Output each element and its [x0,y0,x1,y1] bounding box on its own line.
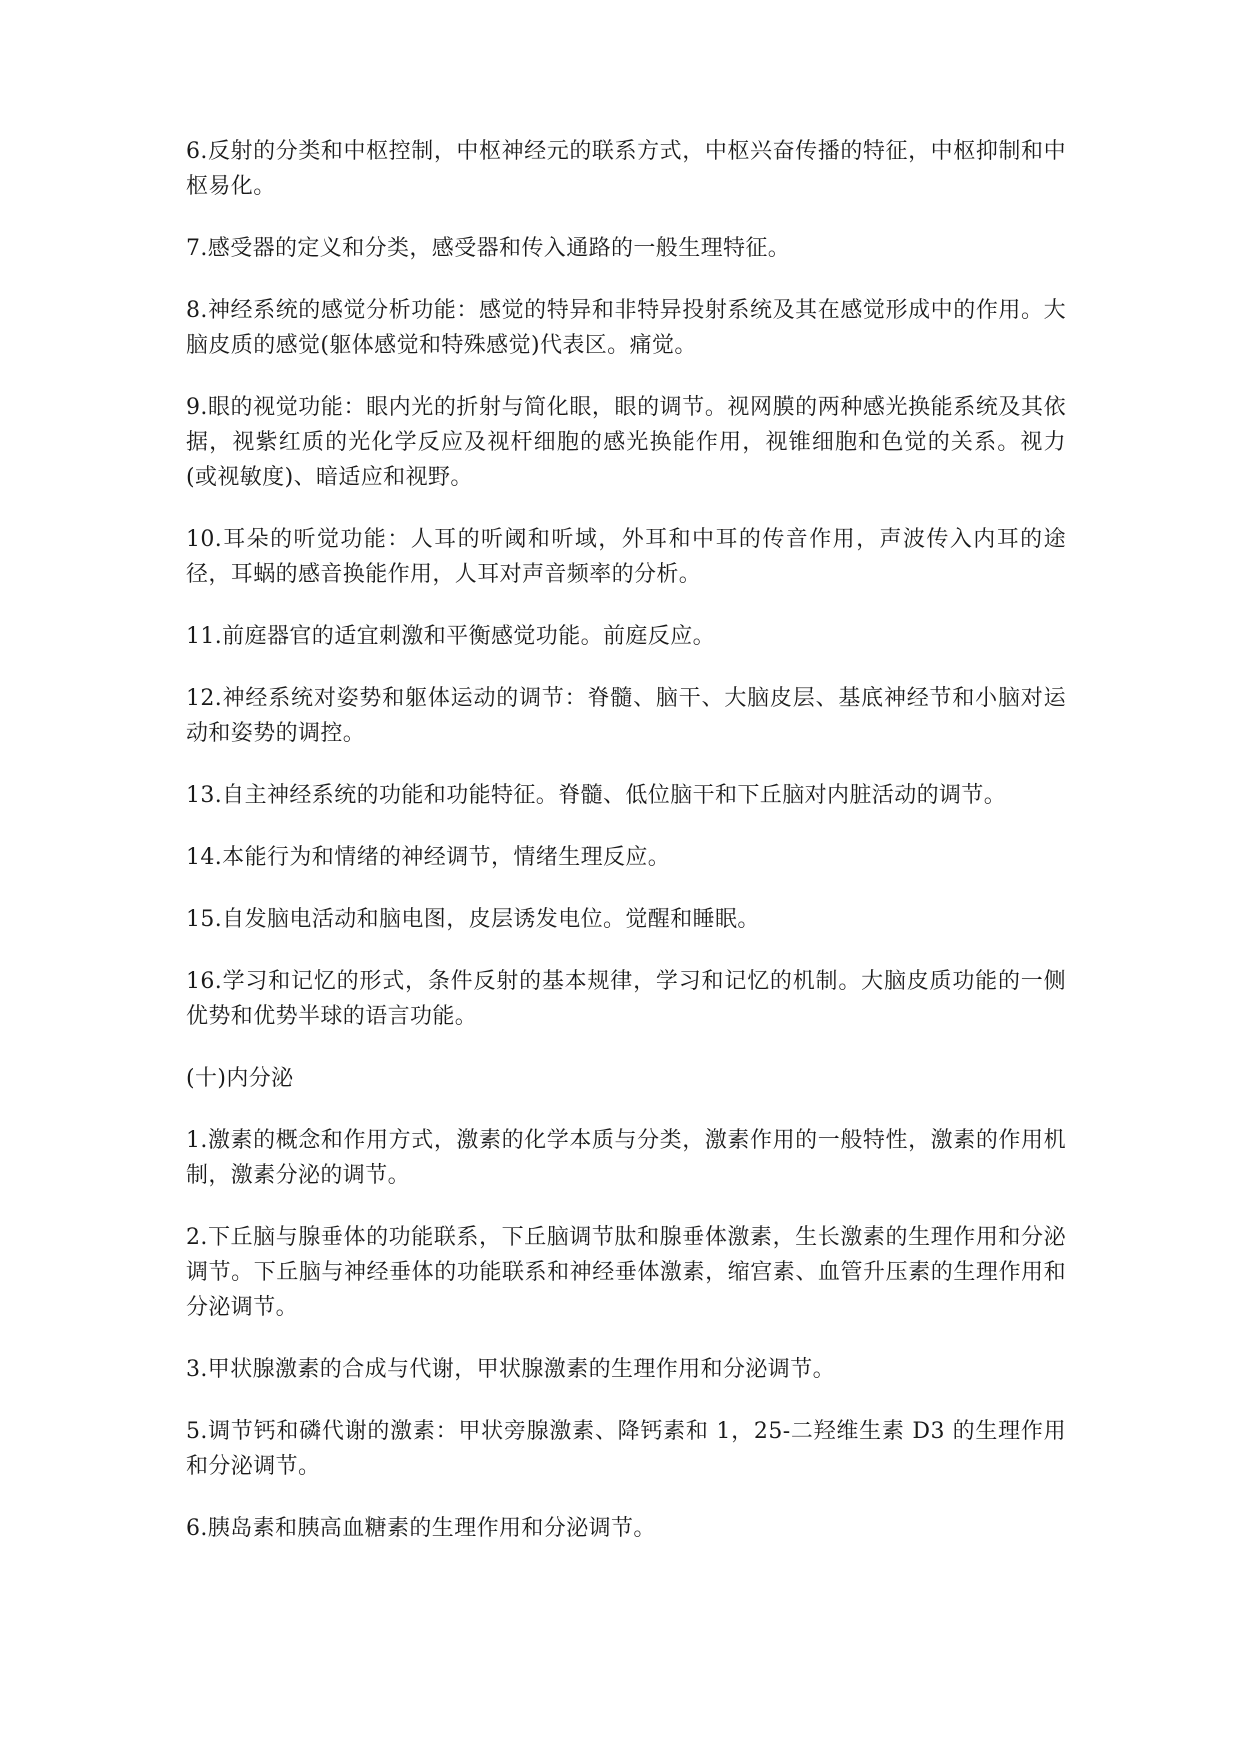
paragraph-1-hormones: 1.激素的概念和作用方式，激素的化学本质与分类，激素作用的一般特性，激素的作用机制，激素分泌的调节。 [186,1128,1066,1188]
paragraph-7-receptor: 7.感受器的定义和分类，感受器和传入通路的一般生理特征。 [186,236,791,261]
section-heading-endocrine: (十)内分泌 [186,1066,294,1091]
paragraph-10-hearing: 10.耳朵的听觉功能：人耳的听阈和听域，外耳和中耳的传音作用，声波传入内耳的途径，耳蜗的感音换能作用，人耳对声音频率的分析。 [186,527,1066,587]
paragraph-11-vestibular: 11.前庭器官的适宜刺激和平衡感觉功能。前庭反应。 [186,624,715,649]
document-body [186,134,1066,1573]
paragraph-2-hypothalamus-pituitary: 2.下丘脑与腺垂体的功能联系，下丘脑调节肽和腺垂体激素，生长激素的生理作用和分泌调节。下丘脑与神经垂体的功能联系和神经垂体激素，缩宫素、血管升压素的生理作用和分泌调节。 [186,1225,1066,1320]
paragraph-8-sensory-analysis: 8.神经系统的感觉分析功能：感觉的特异和非特异投射系统及其在感觉形成中的作用。大脑皮质的感觉(躯体感觉和特殊感觉)代表区。痛觉。 [186,298,1066,358]
paragraph-3-thyroid: 3.甲状腺激素的合成与代谢，甲状腺激素的生理作用和分泌调节。 [186,1357,835,1382]
paragraph-5-calcium-phosphate: 5.调节钙和磷代谢的激素：甲状旁腺激素、降钙素和 1，25-二羟维生素 D3 的生理作用和分泌调节。 [186,1419,1066,1479]
paragraph-9-vision: 9.眼的视觉功能：眼内光的折射与简化眼，眼的调节。视网膜的两种感光换能系统及其依据，视紫红质的光化学反应及视杆细胞的感光换能作用，视锥细胞和色觉的关系。视力(或视敏度)、暗适应和视野。 [186,395,1066,490]
paragraph-6-reflex: 6.反射的分类和中枢控制，中枢神经元的联系方式，中枢兴奋传播的特征，中枢抑制和中枢易化。 [186,139,1066,199]
paragraph-14-emotion: 14.本能行为和情绪的神经调节，情绪生理反应。 [186,845,671,870]
paragraph-15-eeg: 15.自发脑电活动和脑电图，皮层诱发电位。觉醒和睡眠。 [186,907,760,932]
paragraph-13-autonomic: 13.自主神经系统的功能和功能特征。脊髓、低位脑干和下丘脑对内脏活动的调节。 [186,783,1007,808]
paragraph-12-motor-control: 12.神经系统对姿势和躯体运动的调节：脊髓、脑干、大脑皮层、基底神经节和小脑对运动和姿势的调控。 [186,686,1066,746]
paragraph-6-pancreas: 6.胰岛素和胰高血糖素的生理作用和分泌调节。 [186,1516,656,1541]
paragraph-16-memory: 16.学习和记忆的形式，条件反射的基本规律，学习和记忆的机制。大脑皮质功能的一侧优势和优势半球的语言功能。 [186,969,1066,1029]
